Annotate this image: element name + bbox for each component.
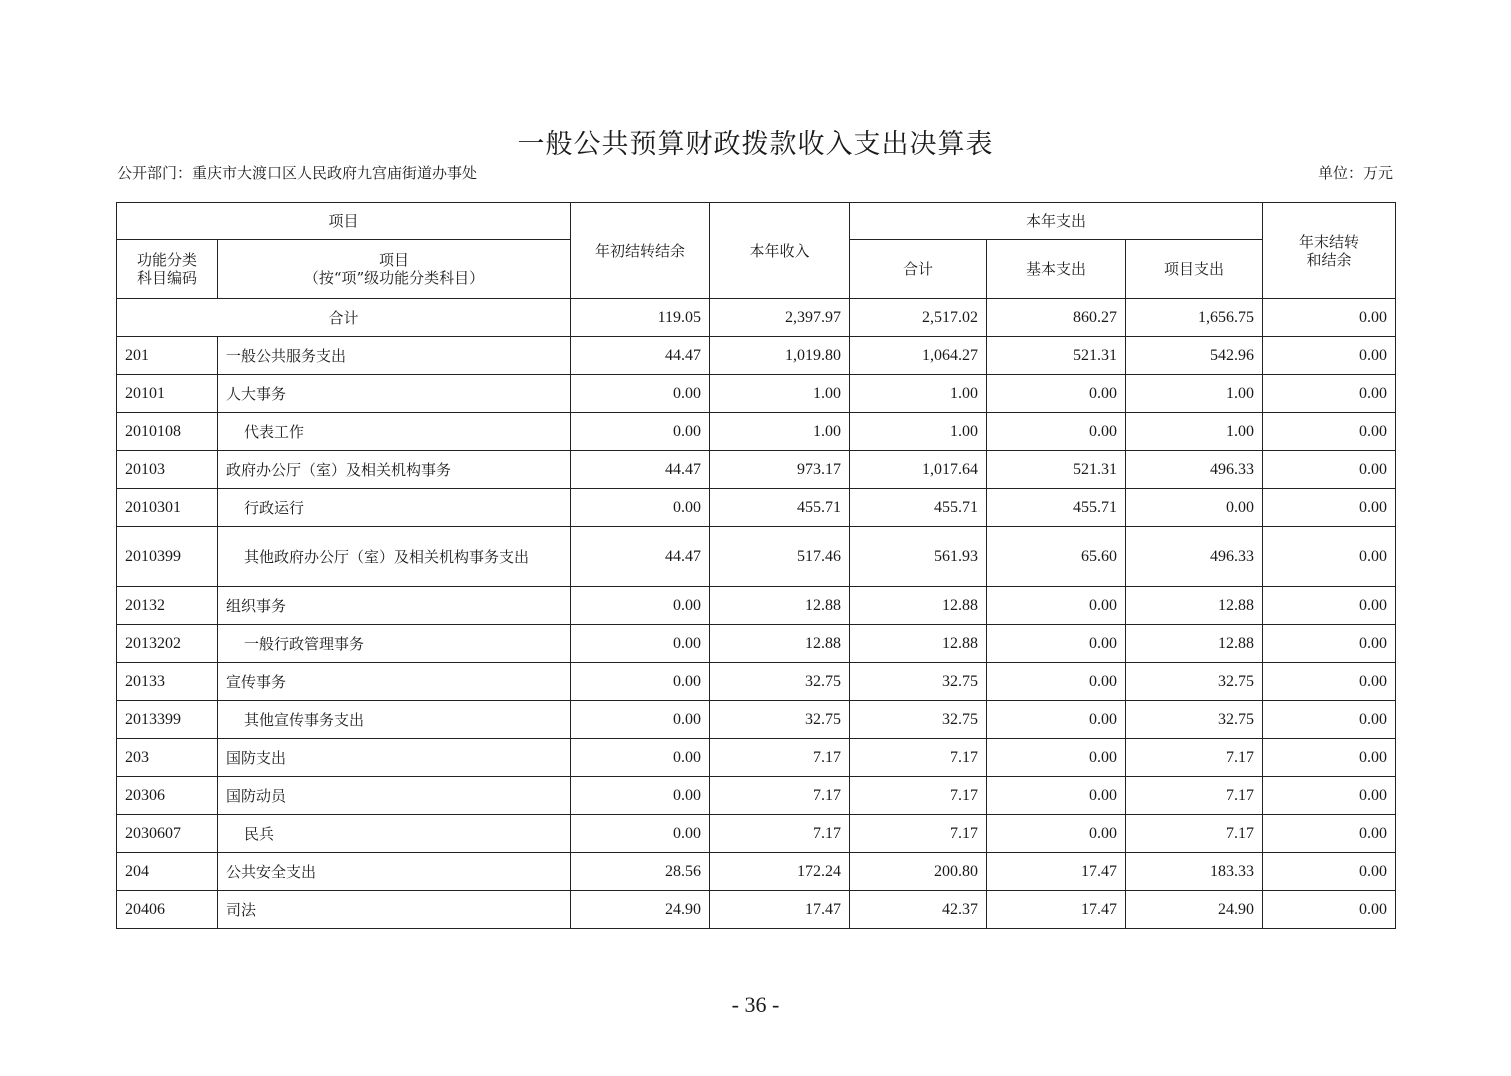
row-income: 12.88 <box>710 587 850 625</box>
row-project-expense: 1.00 <box>1126 413 1263 451</box>
row-code: 20101 <box>117 375 218 413</box>
row-project-expense: 496.33 <box>1126 451 1263 489</box>
row-expense-total: 12.88 <box>850 625 987 663</box>
row-basic-expense: 0.00 <box>987 375 1126 413</box>
row-expense-total: 200.80 <box>850 853 987 891</box>
row-income: 1.00 <box>710 413 850 451</box>
row-income: 7.17 <box>710 777 850 815</box>
row-opening-balance: 0.00 <box>571 663 710 701</box>
row-name <box>218 701 571 739</box>
total-closing-balance: 0.00 <box>1263 299 1396 337</box>
table-body <box>117 299 1396 929</box>
row-expense-total: 32.75 <box>850 663 987 701</box>
row-project-expense: 496.33 <box>1126 527 1263 587</box>
table-row <box>117 853 1396 891</box>
row-income: 455.71 <box>710 489 850 527</box>
row-closing-balance: 0.00 <box>1263 663 1396 701</box>
row-project-expense: 7.17 <box>1126 777 1263 815</box>
total-basic-expense: 860.27 <box>987 299 1126 337</box>
row-basic-expense: 0.00 <box>987 777 1126 815</box>
table-row <box>117 527 1396 587</box>
row-closing-balance: 0.00 <box>1263 489 1396 527</box>
row-project-expense: 183.33 <box>1126 853 1263 891</box>
row-closing-balance: 0.00 <box>1263 815 1396 853</box>
row-income: 32.75 <box>710 663 850 701</box>
row-opening-balance: 0.00 <box>571 587 710 625</box>
row-closing-balance: 0.00 <box>1263 739 1396 777</box>
row-opening-balance: 0.00 <box>571 777 710 815</box>
budget-table <box>116 202 1396 929</box>
row-income: 17.47 <box>710 891 850 929</box>
row-project-expense: 7.17 <box>1126 815 1263 853</box>
row-expense-total: 1.00 <box>850 413 987 451</box>
row-closing-balance: 0.00 <box>1263 413 1396 451</box>
row-expense-total: 1,064.27 <box>850 337 987 375</box>
row-income: 1.00 <box>710 375 850 413</box>
header-func-code: 功能分类 科目编码 <box>117 240 218 299</box>
row-name <box>218 489 571 527</box>
table-row <box>117 663 1396 701</box>
header-item-name: 项目 （按“项”级功能分类科目） <box>218 240 571 299</box>
row-name: 司法 <box>218 891 571 929</box>
header-opening-balance: 年初结转结余 <box>571 203 710 299</box>
row-expense-total: 7.17 <box>850 777 987 815</box>
row-basic-expense: 0.00 <box>987 587 1126 625</box>
table-row <box>117 701 1396 739</box>
row-income: 517.46 <box>710 527 850 587</box>
total-label: 合计 <box>117 299 571 337</box>
row-basic-expense: 17.47 <box>987 891 1126 929</box>
row-basic-expense: 0.00 <box>987 625 1126 663</box>
row-code: 2010399 <box>117 527 218 587</box>
table-row <box>117 625 1396 663</box>
row-code: 2013399 <box>117 701 218 739</box>
row-opening-balance: 44.47 <box>571 527 710 587</box>
table-row <box>117 777 1396 815</box>
row-code: 2010108 <box>117 413 218 451</box>
row-income: 7.17 <box>710 815 850 853</box>
row-project-expense: 1.00 <box>1126 375 1263 413</box>
row-opening-balance: 28.56 <box>571 853 710 891</box>
row-name <box>218 413 571 451</box>
row-income: 32.75 <box>710 701 850 739</box>
row-name: 政府办公厅（室）及相关机构事务 <box>218 451 571 489</box>
row-name-text: 其他宣传事务支出 <box>244 710 365 729</box>
page-number: - 36 - <box>731 992 780 1017</box>
row-income: 12.88 <box>710 625 850 663</box>
row-name <box>218 527 571 587</box>
row-closing-balance: 0.00 <box>1263 853 1396 891</box>
row-project-expense: 542.96 <box>1126 337 1263 375</box>
row-basic-expense: 0.00 <box>987 663 1126 701</box>
row-closing-balance: 0.00 <box>1263 527 1396 587</box>
row-name: 人大事务 <box>218 375 571 413</box>
row-project-expense: 24.90 <box>1126 891 1263 929</box>
row-code: 20406 <box>117 891 218 929</box>
row-code: 2013202 <box>117 625 218 663</box>
page-title: 一般公共预算财政拨款收入支出决算表 <box>517 129 994 160</box>
row-income: 7.17 <box>710 739 850 777</box>
department-label: 公开部门：重庆市大渡口区人民政府九宫庙街道办事处 <box>117 164 478 182</box>
header-project-expense: 项目支出 <box>1126 240 1263 299</box>
row-name: 国防动员 <box>218 777 571 815</box>
row-income: 172.24 <box>710 853 850 891</box>
row-name: 组织事务 <box>218 587 571 625</box>
header-closing-balance: 年末结转 和结余 <box>1263 203 1396 299</box>
row-expense-total: 7.17 <box>850 815 987 853</box>
row-opening-balance: 24.90 <box>571 891 710 929</box>
row-expense-total: 7.17 <box>850 739 987 777</box>
row-opening-balance: 0.00 <box>571 489 710 527</box>
row-code: 20132 <box>117 587 218 625</box>
row-expense-total: 1,017.64 <box>850 451 987 489</box>
row-project-expense: 12.88 <box>1126 625 1263 663</box>
row-basic-expense: 0.00 <box>987 739 1126 777</box>
row-opening-balance: 0.00 <box>571 625 710 663</box>
row-name: 一般公共服务支出 <box>218 337 571 375</box>
row-basic-expense: 0.00 <box>987 701 1126 739</box>
row-expense-total: 42.37 <box>850 891 987 929</box>
table-row <box>117 375 1396 413</box>
row-code: 204 <box>117 853 218 891</box>
row-name-text: 民兵 <box>244 824 275 843</box>
header-item-group: 项目 <box>117 203 571 240</box>
row-expense-total: 1.00 <box>850 375 987 413</box>
row-closing-balance: 0.00 <box>1263 777 1396 815</box>
row-name <box>218 625 571 663</box>
row-opening-balance: 0.00 <box>571 815 710 853</box>
total-row <box>117 299 1396 337</box>
table-row <box>117 891 1396 929</box>
row-name-text: 其他政府办公厅（室）及相关机构事务支出 <box>244 547 530 566</box>
row-project-expense: 32.75 <box>1126 701 1263 739</box>
table-row <box>117 451 1396 489</box>
total-project-expense: 1,656.75 <box>1126 299 1263 337</box>
row-expense-total: 12.88 <box>850 587 987 625</box>
row-basic-expense: 17.47 <box>987 853 1126 891</box>
table-row <box>117 413 1396 451</box>
row-name-text: 行政运行 <box>244 498 305 517</box>
table-row <box>117 337 1396 375</box>
row-expense-total: 455.71 <box>850 489 987 527</box>
row-closing-balance: 0.00 <box>1263 451 1396 489</box>
header-income: 本年收入 <box>710 203 850 299</box>
total-expense-total: 2,517.02 <box>850 299 987 337</box>
row-income: 973.17 <box>710 451 850 489</box>
row-name <box>218 815 571 853</box>
header-basic-expense: 基本支出 <box>987 240 1126 299</box>
header-row-1 <box>117 203 1396 240</box>
table-row <box>117 489 1396 527</box>
row-basic-expense: 65.60 <box>987 527 1126 587</box>
row-code: 203 <box>117 739 218 777</box>
row-name: 公共安全支出 <box>218 853 571 891</box>
row-closing-balance: 0.00 <box>1263 375 1396 413</box>
row-expense-total: 561.93 <box>850 527 987 587</box>
row-name-text: 代表工作 <box>244 422 305 441</box>
row-code: 201 <box>117 337 218 375</box>
table-row <box>117 587 1396 625</box>
row-name-text: 一般行政管理事务 <box>244 634 365 653</box>
row-opening-balance: 44.47 <box>571 337 710 375</box>
row-opening-balance: 0.00 <box>571 413 710 451</box>
total-opening-balance: 119.05 <box>571 299 710 337</box>
row-code: 2030607 <box>117 815 218 853</box>
row-name: 宣传事务 <box>218 663 571 701</box>
row-basic-expense: 521.31 <box>987 337 1126 375</box>
row-opening-balance: 0.00 <box>571 375 710 413</box>
table-row <box>117 739 1396 777</box>
row-opening-balance: 0.00 <box>571 739 710 777</box>
row-code: 20133 <box>117 663 218 701</box>
row-opening-balance: 0.00 <box>571 701 710 739</box>
row-basic-expense: 521.31 <box>987 451 1126 489</box>
row-opening-balance: 44.47 <box>571 451 710 489</box>
row-code: 2010301 <box>117 489 218 527</box>
row-project-expense: 0.00 <box>1126 489 1263 527</box>
row-project-expense: 12.88 <box>1126 587 1263 625</box>
header-expense-group: 本年支出 <box>850 203 1263 240</box>
table-row <box>117 815 1396 853</box>
row-code: 20103 <box>117 451 218 489</box>
row-project-expense: 7.17 <box>1126 739 1263 777</box>
row-closing-balance: 0.00 <box>1263 337 1396 375</box>
row-basic-expense: 0.00 <box>987 815 1126 853</box>
row-closing-balance: 0.00 <box>1263 625 1396 663</box>
row-expense-total: 32.75 <box>850 701 987 739</box>
row-basic-expense: 455.71 <box>987 489 1126 527</box>
row-project-expense: 32.75 <box>1126 663 1263 701</box>
total-income: 2,397.97 <box>710 299 850 337</box>
row-income: 1,019.80 <box>710 337 850 375</box>
row-closing-balance: 0.00 <box>1263 701 1396 739</box>
row-closing-balance: 0.00 <box>1263 891 1396 929</box>
row-name: 国防支出 <box>218 739 571 777</box>
header-expense-total: 合计 <box>850 240 987 299</box>
row-code: 20306 <box>117 777 218 815</box>
row-basic-expense: 0.00 <box>987 413 1126 451</box>
unit-label: 单位：万元 <box>1317 164 1393 182</box>
row-closing-balance: 0.00 <box>1263 587 1396 625</box>
